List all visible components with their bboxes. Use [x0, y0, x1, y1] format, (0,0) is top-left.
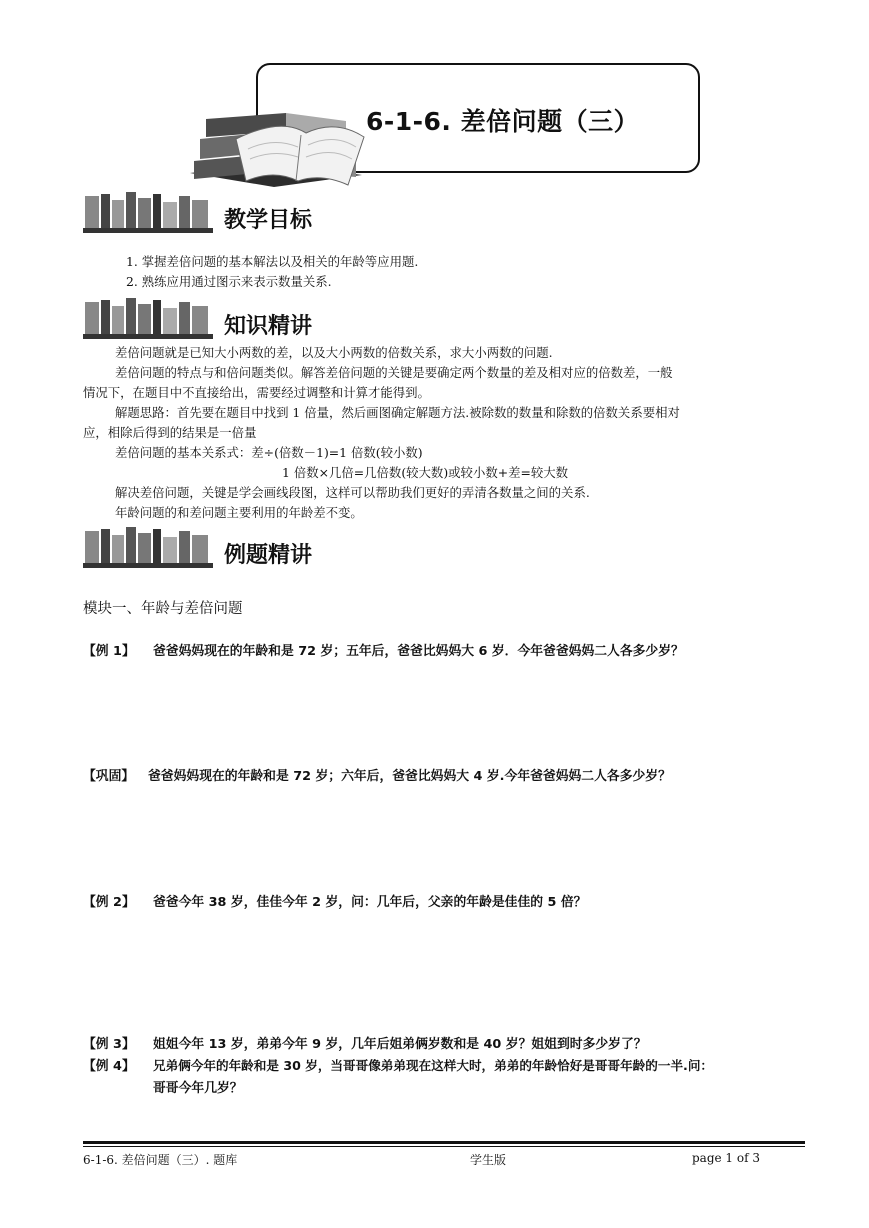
knowledge-line: 差倍问题的特点与和倍问题类似。解答差倍问题的关键是要确定两个数量的差及相对应的倍数差，一般 — [115, 365, 673, 380]
knowledge-line: 情况下，在题目中不直接给出，需要经过调整和计算才能得到。 — [83, 385, 430, 400]
section-title-examples: 例题精讲 — [224, 543, 313, 568]
example-label: 【例 1】 — [83, 644, 135, 659]
example-text: 姐姐今年 13 岁，弟弟今年 9 岁，几年后姐弟俩岁数和是 40 岁？姐姐到时多少岁了？ — [153, 1037, 647, 1052]
module-heading: 模块一、年龄与差倍问题 — [83, 601, 243, 617]
example-text: 兄弟俩今年的年龄和是 30 岁，当哥哥像弟弟现在这样大时，弟弟的年龄恰好是哥哥年龄的一半.问： — [153, 1058, 714, 1073]
knowledge-line: 解决差倍问题，关键是学会画线段图，这样可以帮助我们更好的弄清各数量之间的关系. — [115, 485, 590, 500]
knowledge-line: 应，相除后得到的结果是一倍量 — [83, 425, 257, 440]
bookshelf-icon — [83, 294, 213, 340]
example-text: 爸爸今年 38 岁，佳佳今年 2 岁，问：几年后，父亲的年龄是佳佳的 5 倍？ — [153, 895, 587, 910]
example-label: 【例 2】 — [83, 895, 135, 910]
example-text: 爸爸妈妈现在的年龄和是 72 岁；五年后，爸爸比妈妈大 6 岁．今年爸爸妈妈二人各多少岁？ — [153, 644, 684, 659]
footer-edition: 学生版 — [470, 1153, 507, 1167]
example-text: 爸爸妈妈现在的年龄和是 72 岁；六年后，爸爸比妈妈大 4 岁.今年爸爸妈妈二人各多少岁？ — [148, 769, 671, 784]
footer-doc-title: 6-1-6. 差倍问题（三）. 题库 — [83, 1153, 238, 1167]
formula-line: 1 倍数×几倍=几倍数(较大数)或较小数+差=较大数 — [282, 465, 569, 480]
example-label: 【例 4】 — [83, 1059, 135, 1074]
footer-page-number: page 1 of 3 — [692, 1151, 760, 1165]
objective-item: 2. 熟练应用通过图示来表示数量关系. — [126, 274, 332, 289]
example-label: 【例 3】 — [83, 1037, 135, 1052]
section-title-objectives: 教学目标 — [224, 208, 313, 233]
bookshelf-icon — [83, 188, 213, 234]
footer-divider — [83, 1146, 805, 1147]
example-text-continued: 哥哥今年几岁？ — [153, 1081, 243, 1096]
knowledge-line: 差倍问题就是已知大小两数的差，以及大小两数的倍数关系，求大小两数的问题. — [115, 345, 553, 360]
formula-line: 差倍问题的基本关系式：差÷(倍数－1)=1 倍数(较小数) — [115, 445, 423, 460]
bookshelf-icon — [83, 523, 213, 569]
knowledge-line: 解题思路：首先要在题目中找到 1 倍量，然后画图确定解题方法.被除数的数量和除数的倍数关系要相对 — [115, 405, 680, 420]
knowledge-line: 年龄问题的和差问题主要利用的年龄差不变。 — [115, 505, 363, 520]
section-title-knowledge: 知识精讲 — [224, 314, 313, 339]
objective-item: 1. 掌握差倍问题的基本解法以及相关的年龄等应用题. — [126, 254, 419, 269]
footer-divider — [83, 1141, 805, 1144]
example-label: 【巩固】 — [83, 769, 135, 784]
books-illustration — [186, 103, 366, 191]
page-title: 6-1-6. 差倍问题（三） — [366, 107, 640, 136]
